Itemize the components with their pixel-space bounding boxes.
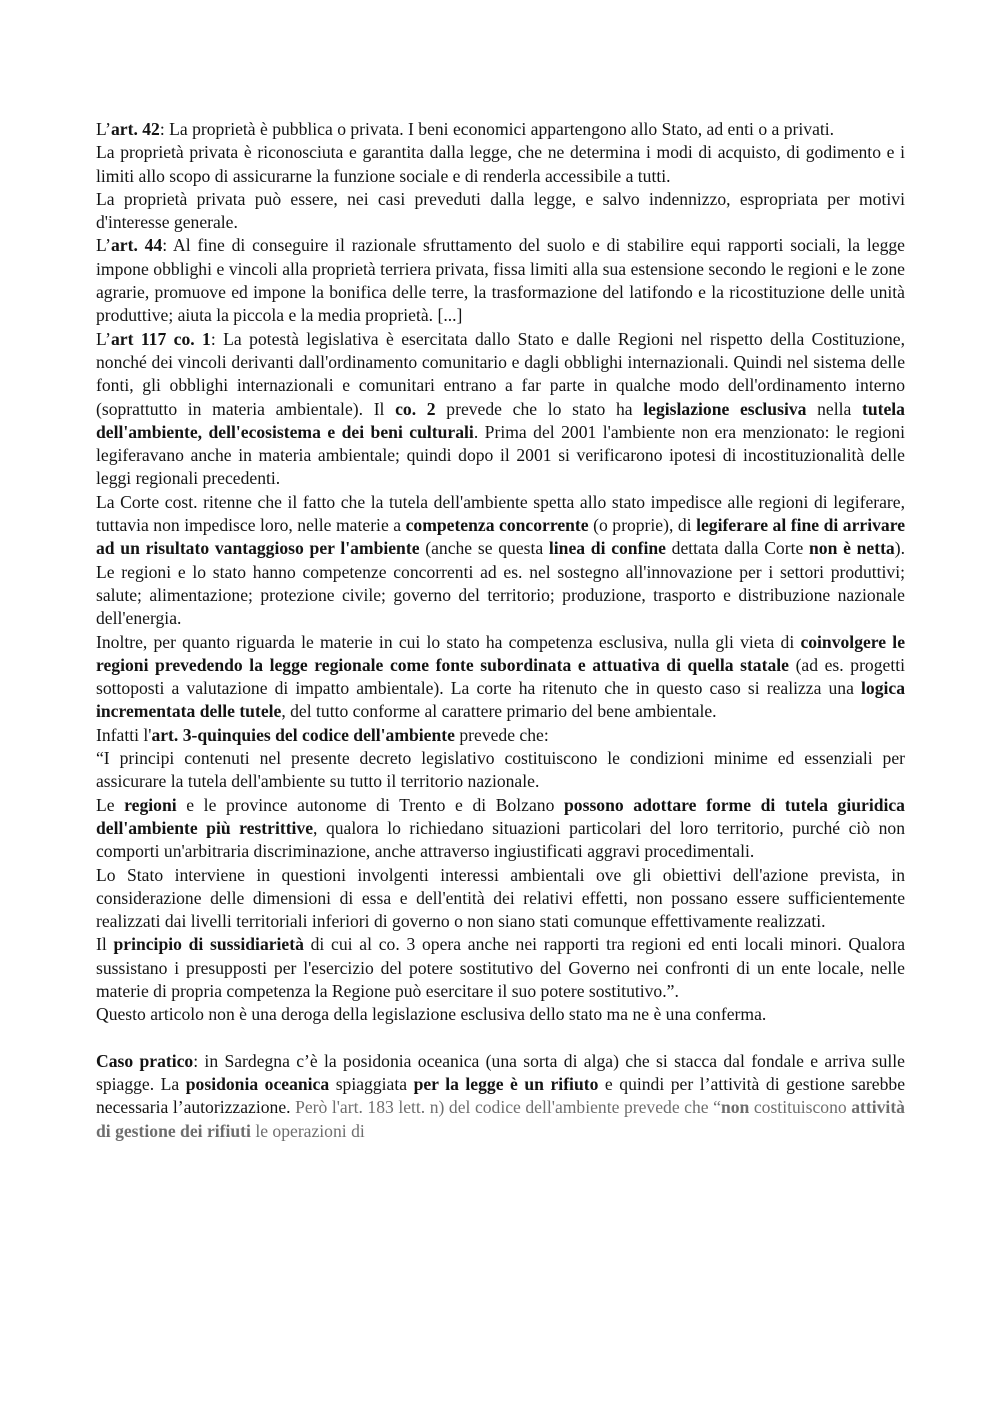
text-segment: nella	[806, 398, 862, 419]
bold-text-segment: art. 3-quinquies del codice dell'ambiente	[151, 724, 455, 745]
paragraph-caso-pratico	[96, 1050, 905, 1143]
text-segment: (ad es. progetti sottoposti a valutazione di impatto ambientale). La corte ha ritenuto che in questo caso si realizza una	[96, 654, 906, 699]
text-segment: : La potestà legislativa è esercitata dallo Stato e dalle Regioni nel rispetto della Costituzione, nonché dei vincoli derivanti dall'ordinamento comunitario e dagli obblighi internazionali. Quindi nel sistema delle fonti, gli obblighi internazionali e comunitari entrano a far parte in qualche modo dell'ordinamento interno (soprattutto in materia ambientale). Il	[96, 328, 905, 419]
paragraph-art117	[96, 328, 905, 491]
bold-text-segment: non è netta	[809, 538, 895, 559]
text-segment: . Prima del 2001 l'ambiente non era menzionato: le regioni legiferavano anche in materia ambientale; quindi dopo il 2001 si verificarono ipotesi di incostituzionalità delle leggi regionali precedenti.	[96, 421, 905, 489]
paragraph-art44	[96, 234, 905, 327]
paragraph-corte-cost	[96, 491, 905, 631]
text-segment: Il	[96, 934, 114, 955]
bold-text-segment: art. 42	[111, 119, 160, 139]
bold-text-segment: Caso pratico	[96, 1050, 194, 1071]
text-segment: prevede che:	[454, 724, 549, 745]
bold-text-segment: co. 2	[395, 398, 436, 419]
text-segment: spiaggiata	[329, 1074, 414, 1095]
text-segment: Questo articolo non è una deroga della legislazione esclusiva dello stato ma ne è una conferma.	[96, 1004, 767, 1025]
text-segment: Inoltre, per quanto riguarda le materie in cui lo stato ha competenza esclusiva, nulla gli vieta di	[96, 631, 801, 652]
paragraph-quote-regioni	[96, 794, 905, 864]
bold-text-segment: logica incrementata delle tutele	[96, 678, 905, 722]
bold-text-segment: per la legge è un rifiuto	[413, 1074, 599, 1095]
text-segment: La proprietà privata può essere, nei casi preveduti dalla legge, e salvo indennizzo, espropriata per motivi d'interesse generale.	[96, 188, 905, 233]
text-segment: prevede che lo stato ha	[435, 398, 644, 419]
text-segment: di cui al co. 3 opera anche nei rapporti tra regioni ed enti locali minori. Qualora sussistano i presupposti per l'esercizio del potere sostitutivo del Governo nei confronti di un ente locale, nelle materie di propria competenza la Regione può esercitare il suo potere sostitutivo.”.	[96, 934, 905, 1001]
text-segment: Lo Stato interviene in questioni involgenti interessi ambientali ove gli obiettivi dell'azione prevista, in considerazione delle dimensioni di essa e dell'entità dei relativi effetti, non possano essere sufficientemente realizzati dai livelli territoriali inferiori di governo o non siano stati comunque effettivamente realizzati.	[96, 864, 905, 932]
document-page	[96, 118, 905, 1143]
paragraph-prop-riconosciuta	[96, 141, 905, 188]
text-segment: “I principi contenuti nel presente decreto legislativo costituiscono le condizioni minime ed essenziali per assicurare la tutela dell'ambiente su tutto il territorio nazionale.	[96, 748, 905, 792]
bold-text-segment: attività di gestione dei rifiuti	[96, 1097, 905, 1141]
paragraph-quote-sussidiarieta	[96, 933, 905, 1003]
text-segment: L’	[96, 235, 111, 256]
text-segment: La proprietà privata è riconosciuta e garantita dalla legge, che ne determina i modi di acquisto, di godimento e i limiti allo scopo di assicurarne la funzione sociale e di renderla accessibile a tutti.	[96, 142, 905, 186]
text-segment: dettata dalla Corte	[665, 538, 809, 559]
bold-text-segment: tutela dell'ambiente, dell'ecosistema e dei beni culturali	[96, 398, 905, 442]
text-segment: costituiscono	[749, 1097, 852, 1118]
text-segment: Infatti l'	[96, 724, 152, 745]
text-segment: Però l'art. 183 lett. n) del codice dell'ambiente prevede che “	[295, 1097, 721, 1118]
paragraph-quote-stato	[96, 864, 905, 934]
paragraph-quote-principi	[96, 747, 905, 794]
text-segment: , del tutto conforme al carattere primario del bene ambientale.	[281, 701, 717, 722]
paragraph-prop-espropriata	[96, 188, 905, 235]
paragraph-art42	[96, 118, 905, 141]
bold-text-segment: legiferare al fine di arrivare ad un risultato vantaggioso per l'ambiente	[96, 515, 905, 559]
text-segment: : La proprietà è pubblica o privata. I beni economici appartengono allo Stato, ad enti o a privati.	[159, 119, 835, 139]
text-segment: : Al fine di conseguire il razionale sfruttamento del suolo e di stabilire equi rapporti sociali, la legge impone obblighi e vincoli alla proprietà terriera privata, fissa limiti alla sua estensione secondo le regioni e le zone agrarie, promuove ed impone la bonifica delle terre, la trasformazione del latifondo e la ricostituzione delle unità produttive; aiuta la piccola e la media proprietà. [...]	[96, 235, 905, 326]
text-segment: L’	[96, 328, 111, 349]
bold-text-segment: possono adottare forme di tutela giuridica dell'ambiente più restrittive	[96, 794, 905, 838]
bold-text-segment: art 117 co. 1	[111, 328, 211, 349]
bold-text-segment: principio di sussidiarietà	[113, 934, 304, 955]
bold-text-segment: linea di confine	[548, 538, 666, 559]
text-segment: le operazioni di	[250, 1120, 365, 1141]
text-segment: e le province autonome di Trento e di Bolzano	[176, 794, 565, 815]
text-segment: Le	[96, 794, 125, 815]
bold-text-segment: coinvolgere le regioni prevedendo la legge regionale come fonte subordinata e attuativa di quella statale	[96, 631, 906, 675]
text-segment: , qualora lo richiedano situazioni particolari del loro territorio, purché ciò non comporti un'arbitraria discriminazione, anche attraverso ingiustificati aggravi procedimentali.	[96, 817, 905, 862]
text-segment: (anche se questa	[419, 538, 549, 559]
text-segment: ). Le regioni e lo stato hanno competenze concorrenti ad es. nel sostegno all'innovazione per i settori produttivi; salute; alimentazione; protezione civile; governo del territorio; produzione, trasporto e distribuzione nazionale dell'energia.	[96, 538, 905, 629]
paragraph-infatti	[96, 724, 905, 747]
text-segment: L’	[96, 119, 111, 139]
bold-text-segment: legislazione esclusiva	[643, 398, 807, 419]
bold-text-segment: posidonia oceanica	[185, 1074, 330, 1095]
bold-text-segment: competenza concorrente	[405, 515, 589, 536]
bold-text-segment: regioni	[124, 794, 177, 815]
text-segment: (o proprie), di	[588, 515, 697, 536]
paragraph-conferma	[96, 1003, 905, 1026]
text-segment: La Corte cost. ritenne che il fatto che la tutela dell'ambiente spetta allo stato impedisce alle regioni di legiferare, tuttavia non impedisce loro, nelle materie a	[96, 491, 905, 536]
bold-text-segment: art. 44	[111, 235, 163, 256]
bold-text-segment: non	[720, 1097, 750, 1118]
text-segment: : in Sardegna c’è la posidonia oceanica (una sorta di alga) che si stacca dal fondale e arriva sulle spiagge. La	[96, 1050, 905, 1095]
paragraph-spacer	[96, 1027, 905, 1050]
paragraph-inoltre	[96, 631, 905, 724]
text-segment: e quindi per l’attività di gestione sarebbe necessaria l’autorizzazione.	[96, 1074, 906, 1118]
